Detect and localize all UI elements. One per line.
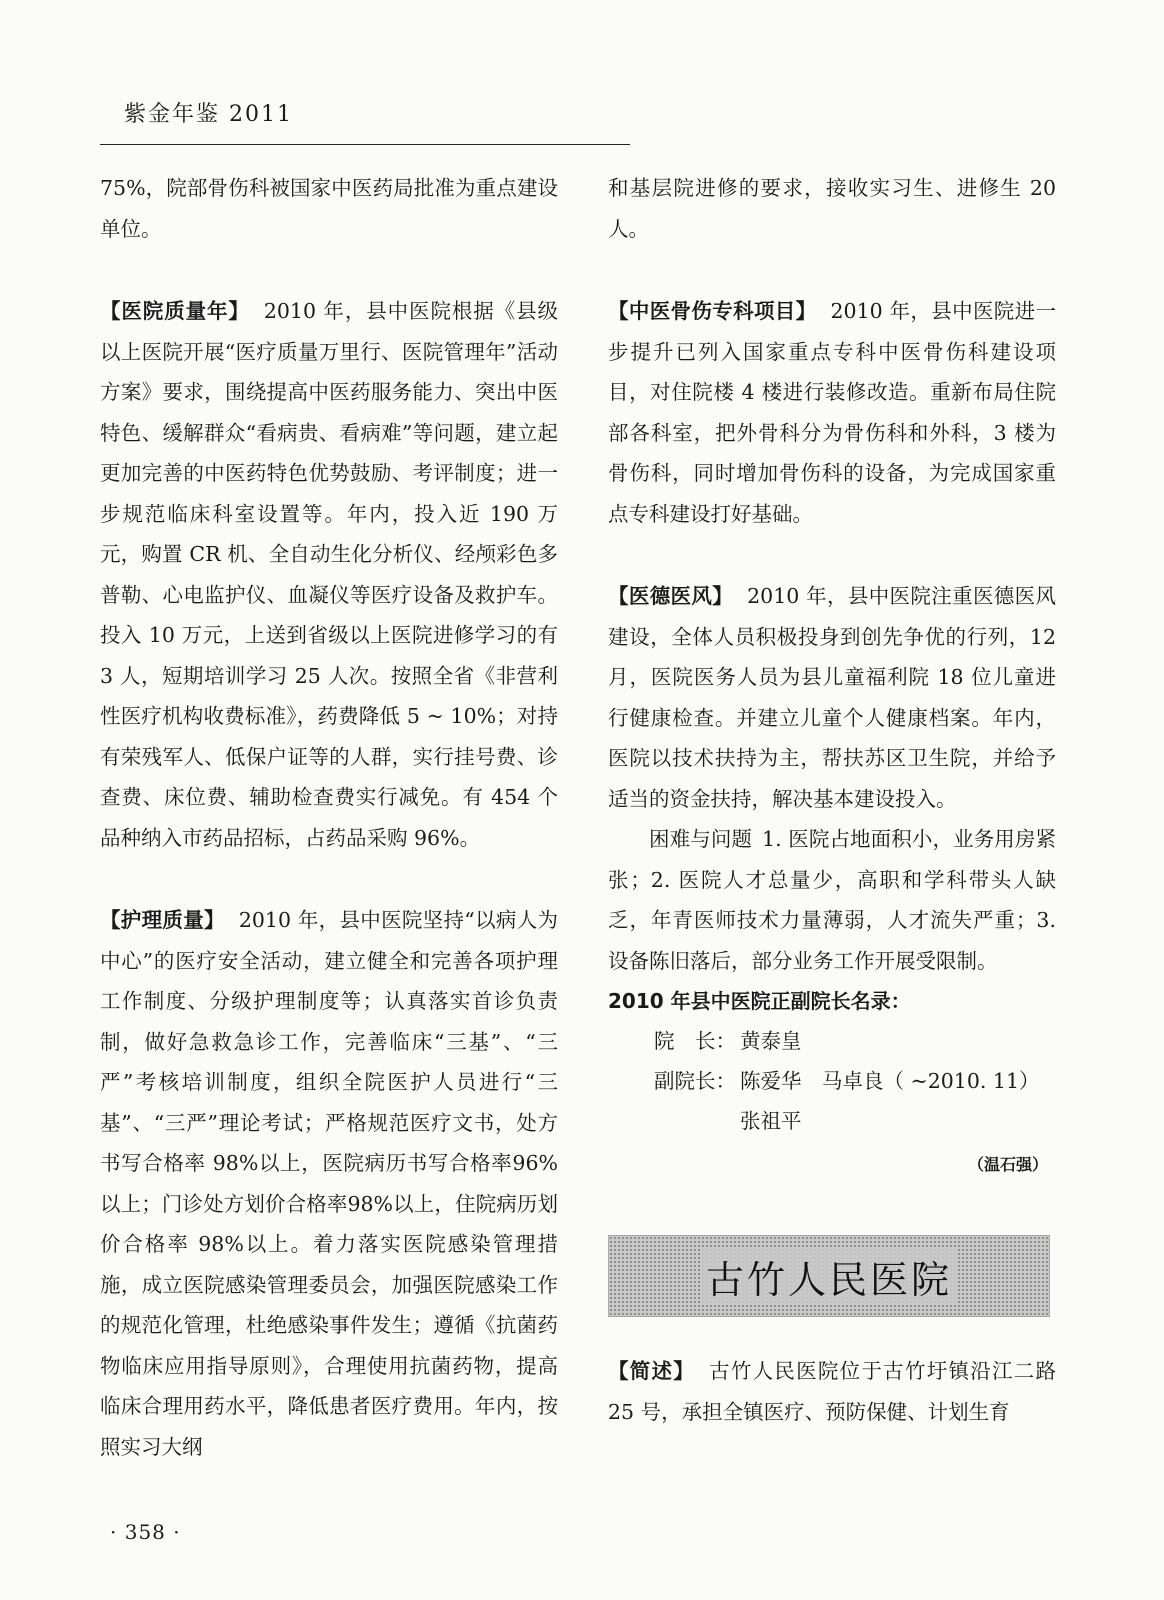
director-label: 院 长： xyxy=(654,1029,736,1053)
problems-paragraph xyxy=(608,819,1056,981)
director-name: 黄泰皇 xyxy=(740,1029,802,1053)
problems-body: 1. 医院占地面积小，业务用房紧张；2. 医院人才总量少，高职和学科带头人缺乏，年青医师技术力量薄弱，人才流失严重；3. 设备陈旧落后，部分业务工作开展受限制。 xyxy=(608,827,1057,973)
header-rule xyxy=(100,144,630,145)
roster-director xyxy=(608,1021,1056,1061)
banner-title: 古竹人民医院 xyxy=(700,1249,958,1304)
roster-deputy xyxy=(608,1061,1056,1101)
section-heading: 【护理质量】 xyxy=(100,908,225,932)
section-heading: 【医院质量年】 xyxy=(100,299,250,323)
right-column xyxy=(608,168,1056,1432)
section-heading: 【中医骨伤专科项目】 xyxy=(608,299,817,323)
ethics-section xyxy=(608,576,1056,819)
section-heading: 【简述】 xyxy=(608,1359,696,1383)
section-heading: 【医德医风】 xyxy=(608,584,734,608)
deputy-label: 副院长： xyxy=(654,1069,736,1093)
section-body: 古竹人民医院位于古竹圩镇沿江二路 25 号，承担全镇医疗、预防保健、计划生育 xyxy=(608,1359,1057,1424)
left-column xyxy=(100,168,558,1467)
continuation-paragraph: 和基层院进修的要求，接收实习生、进修生 20 人。 xyxy=(608,176,1056,241)
deputy-names: 陈爱华 马卓良（ ~2010. 11） xyxy=(740,1069,1040,1093)
continuation-paragraph: 75%，院部骨伤科被国家中医药局批准为重点建设单位。 xyxy=(100,176,558,241)
section-body: 2010 年，县中医院注重医德医风建设，全体人员积极投身到创先争优的行列，12 月，医院医务人员为县儿童福利院 18 位儿童进行健康检查。并建立儿童个人健康档案。年内，医院以技术扶持为主，帮扶苏区卫生院，并给予适当的资金扶持，解决基本建设投入。 xyxy=(608,584,1057,811)
section-body: 2010 年，县中医院进一步提升已列入国家重点专科中医骨伤科建设项目，对住院楼 4 楼进行装修改造。重新布局住院部各科室，把外骨科分为骨伤科和外科，3 楼为骨伤科，同时增加骨伤科的设备，为完成国家重点专科建设打好基础。 xyxy=(608,299,1057,526)
roster-deputy-continued: 张祖平 xyxy=(740,1109,802,1133)
running-title: 紫金年鉴 2011 xyxy=(124,102,293,127)
section-body: 2010 年，县中医院坚持“以病人为中心”的医疗安全活动，建立健全和完善各项护理工作制度、分级护理制度等；认真落实首诊负责制，做好急救急诊工作，完善临床“三基”、“三严”考核培训制度，组织全院医护人员进行“三基”、“三严”理论考试；严格规范医疗文书，处方书写合格率 98%以上，医院病历书写合格率96%以上；门诊处方划价合格率98%以上，住院病历划价合格率 98%以上。着力落实医院感染管理措施，成立医院感染管理委员会，加强医院感染工作的规范化管理，杜绝感染事件发生；遵循《抗菌药物临床应用指导原则》，合理使用抗菌药物，提高临床合理用药水平，降低患者医疗费用。年内，按照实习大纲 xyxy=(100,908,558,1459)
roster-title: 2010 年县中医院正副院长名录： xyxy=(608,989,911,1013)
page-number: · 358 · xyxy=(110,1520,181,1544)
section-body: 2010 年，县中医院根据《县级以上医院开展“医疗质量万里行、医院管理年”活动方案》要求，围绕提高中医药服务能力、突出中医特色、缓解群众“看病贵、看病难”等问题，建立起更加完善的中医药特色优势鼓励、考评制度；进一步规范临床科室设置等。年内，投入近 190 万元，购置 CR 机、全自动生化分析仪、经颅彩色多普勒、心电监护仪、血凝仪等医疗设备及救护车。投入 10 万元，上送到省级以上医院进修学习的有 3 人，短期培训学习 25 人次。按照全省《非营利性医疗机构收费标准》，药费降低 5 ~ 10%；对持有荣残军人、低保户证等的人群，实行挂号费、诊查费、床位费、辅助检查费实行减免。有 454 个品种纳入市药品招标，占药品采购 96%。 xyxy=(100,299,558,850)
quality-year-section xyxy=(100,291,558,858)
author-signature: （温石强） xyxy=(967,1155,1048,1174)
problems-label: 困难与问题 xyxy=(649,827,753,851)
summary-section xyxy=(608,1351,1056,1432)
orthopedics-section xyxy=(608,291,1056,534)
nursing-section xyxy=(100,900,558,1467)
section-banner xyxy=(608,1235,1050,1317)
